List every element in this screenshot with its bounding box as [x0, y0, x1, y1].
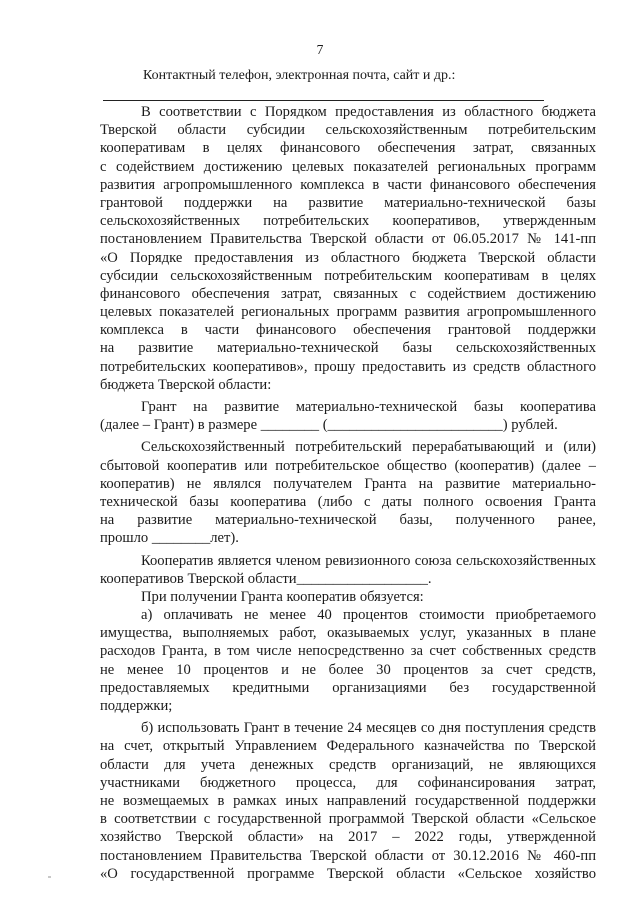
text-line: не менее 10 процентов и не более 30 процентов за счет средств,	[100, 661, 596, 678]
text-line: (далее – Грант) в размере ________ (________________________) рублей.	[100, 417, 558, 434]
text-line: а) оплачивать не менее 40 процентов стоимости приобретаемого	[141, 607, 596, 624]
paragraph-obligation-a	[100, 606, 596, 715]
text-line: области для учета денежных средств организаций, не являющихся	[100, 756, 596, 773]
text-line: с содействием достижению целевых показателей региональных программ	[100, 158, 596, 175]
paragraph-audit-union	[100, 552, 596, 588]
text-line: постановлением Правительства Тверской области от 06.05.2017 № 141-пп	[100, 231, 596, 248]
text-line: При получении Гранта кооператив обязуется:	[141, 588, 424, 605]
text-line: В соответствии с Порядком предоставления из областного бюджета	[141, 104, 596, 120]
paragraph-not-recipient	[100, 438, 596, 547]
scan-artifact-mark	[48, 876, 51, 878]
text-line: «О государственной программе Тверской области «Сельское хозяйство	[100, 865, 596, 882]
text-line: потребительских кооперативов», прошу предоставить из средств областного	[100, 358, 596, 375]
text-line: кооперативов Тверской области__________________.	[100, 570, 432, 587]
text-line: Сельскохозяйственный потребительский перерабатывающий и (или)	[141, 439, 596, 456]
paragraph-obligations-intro	[100, 588, 596, 606]
text-line: предоставляемых кредитными организациями без государственной	[100, 679, 596, 696]
text-line: финансового обеспечения затрат, связанных с содействием достижению	[100, 285, 596, 302]
text-line: имущества, выполняемых работ, оказываемых услуг, указанных в плане	[100, 625, 596, 642]
text-line: кооператив) не являлся получателем Гранта на развитие материально-	[100, 475, 596, 492]
contact-label: Контактный телефон, электронная почта, сайт и др.:	[143, 68, 456, 83]
text-line: на счет, открытый Управлением Федерального казначейства по Тверской	[100, 738, 596, 755]
text-line: сельскохозяйственных потребительских кооперативов, утвержденным	[100, 213, 596, 230]
paragraph-intro	[100, 103, 596, 394]
text-line: целевых показателей региональных программ развития агропромышленного	[100, 304, 596, 321]
text-line: сбытовой кооператив или потребительское общество (кооператив) (далее –	[100, 457, 596, 474]
text-line: технической базы кооператива (либо с даты полного освоения Гранта	[100, 493, 596, 510]
text-line: хозяйство Тверской области» на 2017 – 2022 годы, утвержденной	[100, 829, 596, 846]
document-body	[100, 103, 596, 883]
text-line: б) использовать Грант в течение 24 месяцев со дня поступления средств	[141, 720, 596, 737]
text-line: «О Порядке предоставления из областного бюджета Тверской области	[100, 249, 596, 266]
text-line: прошло ________лет).	[100, 530, 239, 547]
text-line: Кооператив является членом ревизионного союза сельскохозяйственных	[141, 552, 596, 569]
text-line: на развитие материально-технической базы, полученного ранее,	[100, 512, 596, 529]
text-line: субсидии сельскохозяйственным потребительским кооперативам в целях	[100, 267, 596, 284]
text-line: грантовой поддержки на развитие материально-технической базы	[100, 194, 596, 211]
text-line: Тверской области субсидии сельскохозяйственным потребительским	[100, 122, 596, 139]
text-line: Грант на развитие материально-технической базы кооператива	[141, 399, 596, 415]
contact-underline	[103, 100, 544, 101]
text-line: не возмещаемых в рамках иных направлений государственной поддержки	[100, 792, 596, 809]
text-line: в соответствии с государственной программой Тверской области «Сельское	[100, 811, 596, 828]
text-line: расходов Гранта, в том числе непосредственно за счет собственных средств	[100, 643, 596, 660]
paragraph-grant-amount	[100, 398, 596, 434]
text-line: кооперативам в целях финансового обеспечения затрат, связанных	[100, 140, 596, 157]
text-line: комплекса в части финансового обеспечения грантовой поддержки	[100, 322, 596, 339]
page-number: 7	[316, 42, 324, 57]
paragraph-obligation-b	[100, 719, 596, 883]
text-line: поддержки;	[100, 698, 173, 714]
text-line: постановлением Правительства Тверской области от 30.12.2016 № 460-пп	[100, 847, 596, 864]
text-line: участниками бюджетного процесса, для софинансирования затрат,	[100, 774, 596, 791]
text-line: на развитие материально-технической базы сельскохозяйственных	[100, 340, 596, 357]
text-line: бюджета Тверской области:	[100, 376, 272, 393]
text-line: развития агропромышленного комплекса в части финансового обеспечения	[100, 176, 596, 193]
